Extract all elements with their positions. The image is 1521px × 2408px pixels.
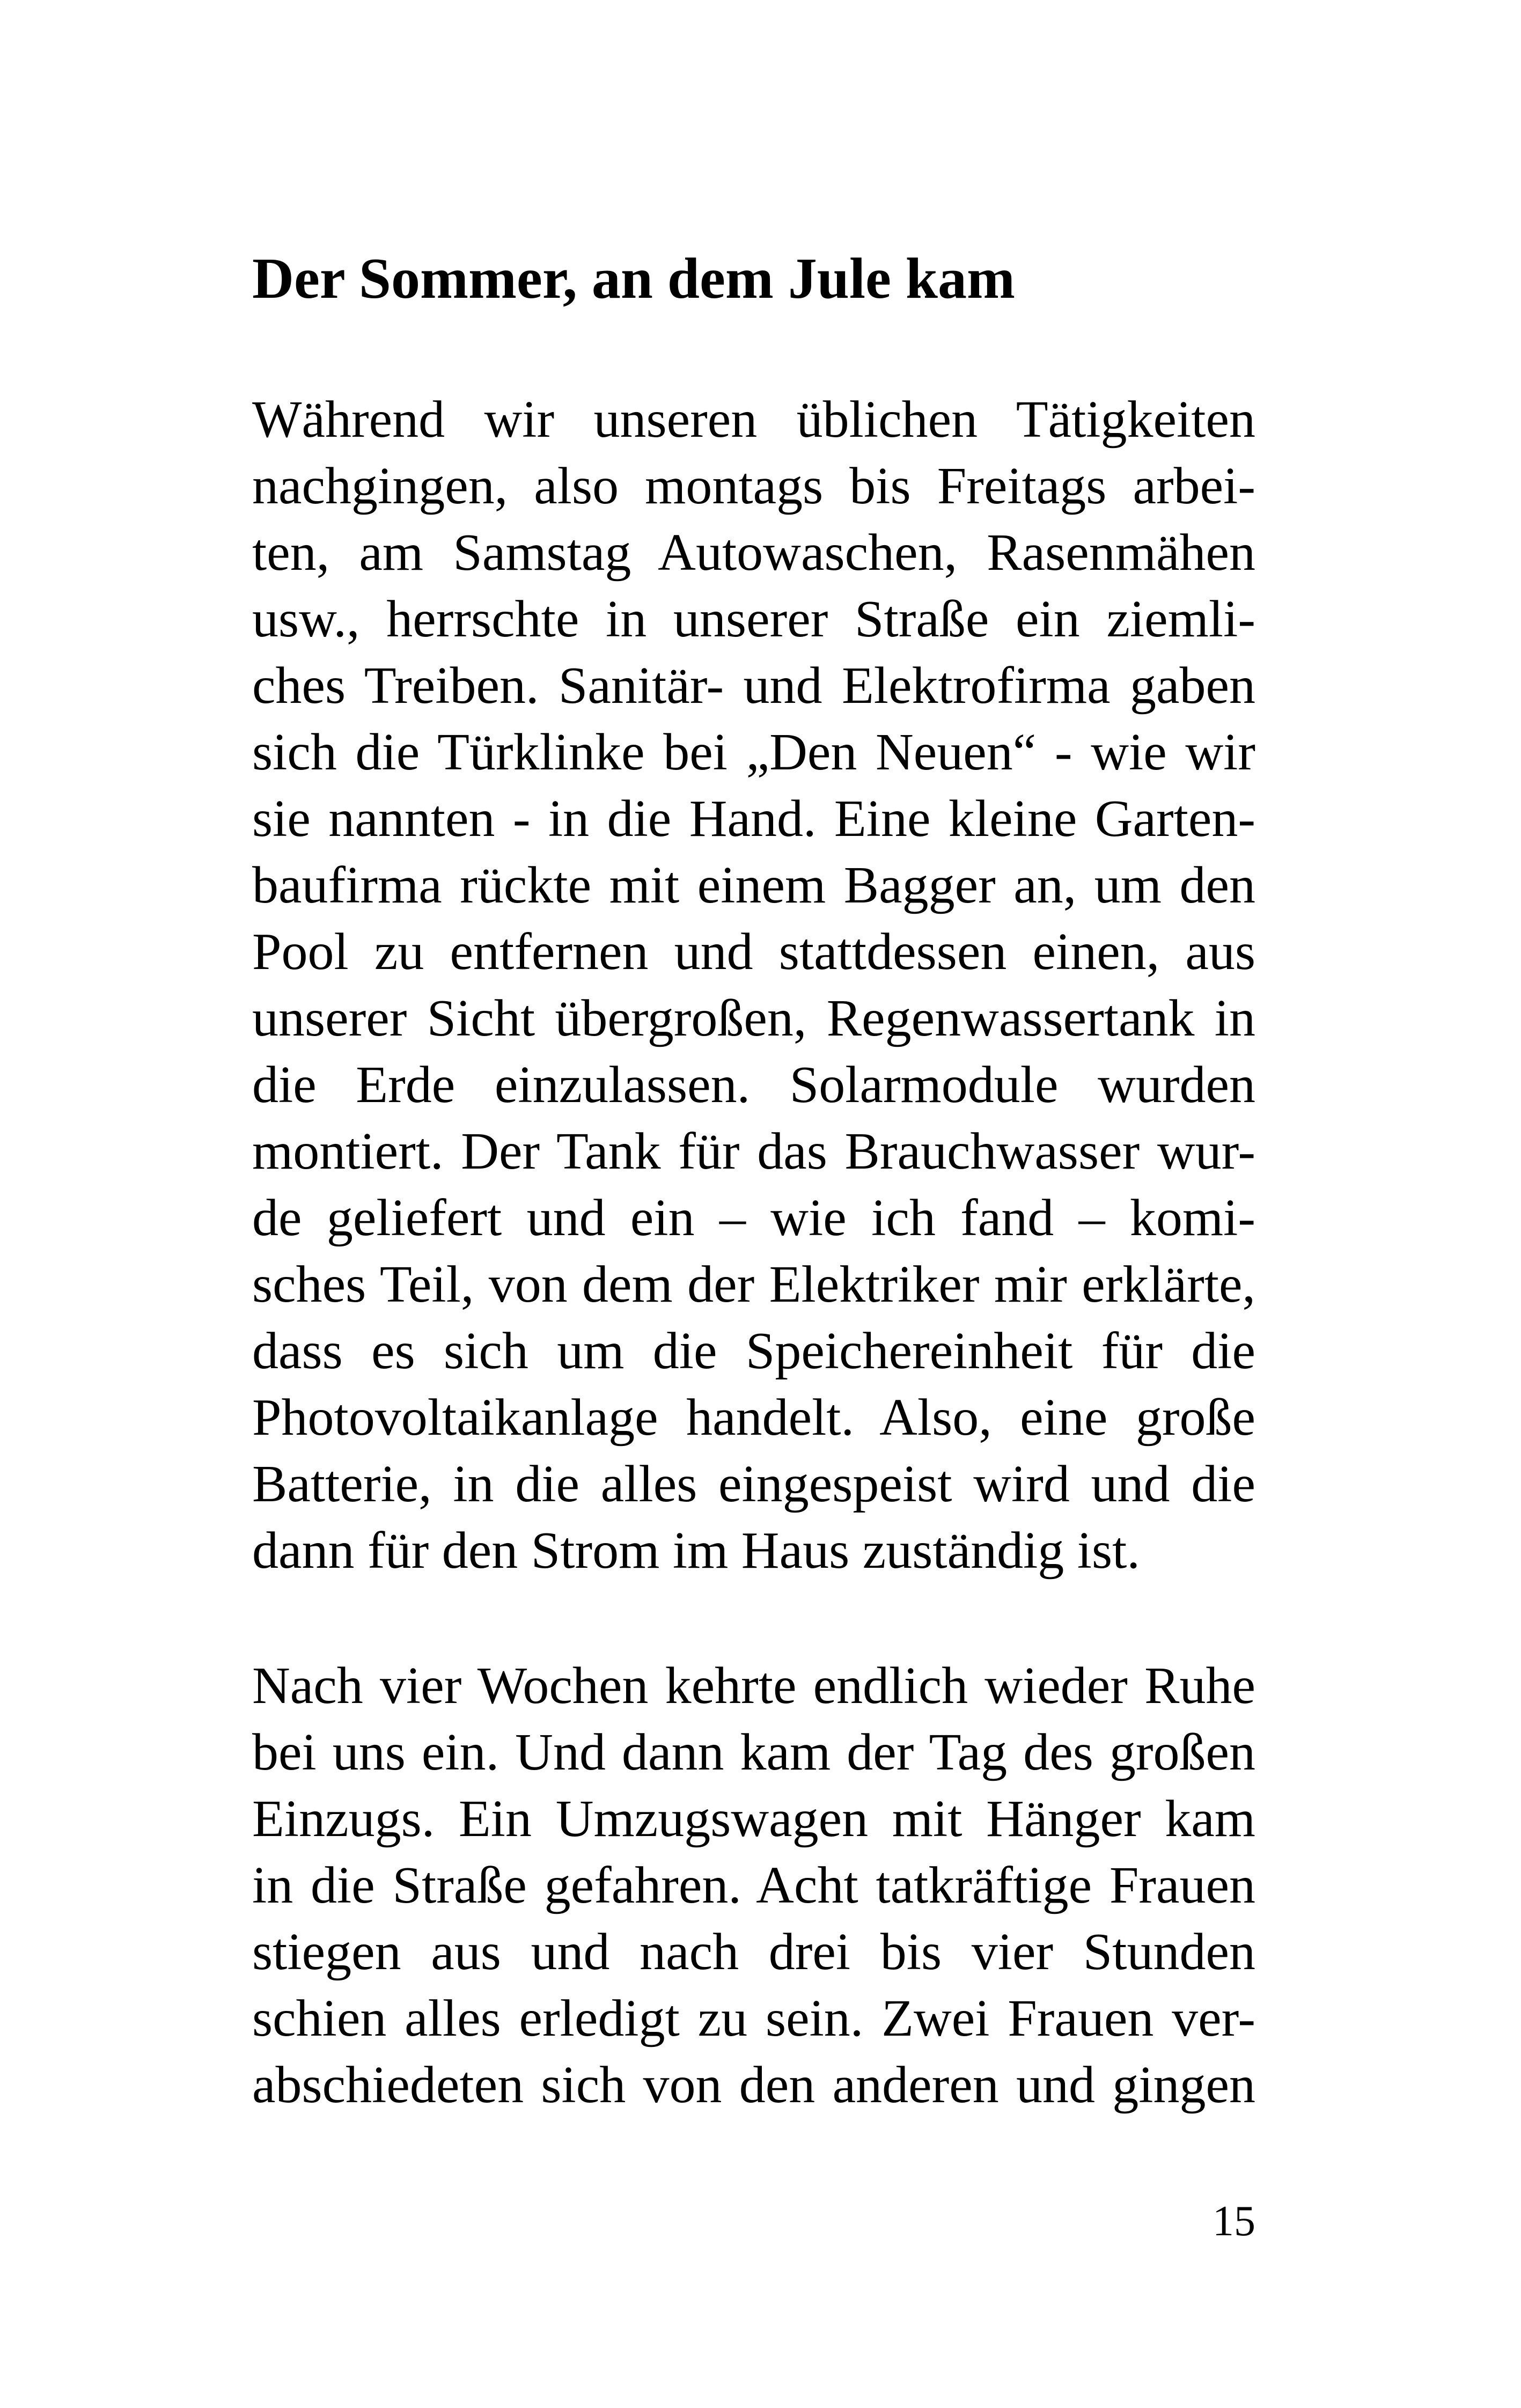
text-line: sie nannten - in die Hand. Eine kleine Garten- [252,790,1255,848]
text-line: sich die Türklinke bei „Den Neuen“ - wie wir [252,723,1255,781]
text-line: Während wir unseren üblichen Tätigkeiten [252,391,1255,449]
text-line: Nach vier Wochen kehrte endlich wieder Ruhe [252,1657,1255,1715]
text-line: abschiedeten sich von den anderen und gingen [252,2056,1255,2114]
text-line: in die Straße gefahren. Acht tatkräftige Frauen [252,1856,1255,1914]
text-line: Batterie, in die alles eingespeist wird und die [252,1455,1255,1513]
text-line: stiegen aus und nach drei bis vier Stunden [252,1923,1255,1981]
text-line: bei uns ein. Und dann kam der Tag des großen [252,1723,1255,1781]
paragraph-2 [252,1653,1255,2118]
text-line: ten, am Samstag Autowaschen, Rasenmähen [252,524,1255,582]
chapter-title: Der Sommer, an dem Jule kam [252,247,1015,311]
text-line: Einzugs. Ein Umzugswagen mit Hänger kam [252,1790,1255,1848]
text-line: ches Treiben. Sanitär- und Elektrofirma gaben [252,657,1255,715]
text-line: Photovoltaikanlage handelt. Also, eine große [252,1389,1255,1447]
text-line: sches Teil, von dem der Elektriker mir erklärte, [252,1256,1255,1313]
text-line: unserer Sicht übergroßen, Regenwassertank in [252,989,1255,1047]
text-line: schien alles erledigt zu sein. Zwei Frauen ver- [252,1989,1255,2047]
paragraph-1 [252,386,1255,1584]
text-line: die Erde einzulassen. Solarmodule wurden [252,1056,1255,1114]
text-line: baufirma rückte mit einem Bagger an, um den [252,856,1255,914]
text-line: Pool zu entfernen und stattdessen einen, aus [252,923,1255,981]
text-line: montiert. Der Tank für das Brauchwasser wur- [252,1122,1255,1180]
text-line: de geliefert und ein – wie ich fand – komi- [252,1189,1255,1247]
page-number: 15 [1213,2198,1255,2245]
text-line: dass es sich um die Speichereinheit für die [252,1322,1255,1380]
text-line: usw., herrschte in unserer Straße ein ziemli- [252,590,1255,648]
text-line: dann für den Strom im Haus zuständig ist. [252,1522,1140,1580]
text-line: nachgingen, also montags bis Freitags arbei- [252,457,1255,515]
